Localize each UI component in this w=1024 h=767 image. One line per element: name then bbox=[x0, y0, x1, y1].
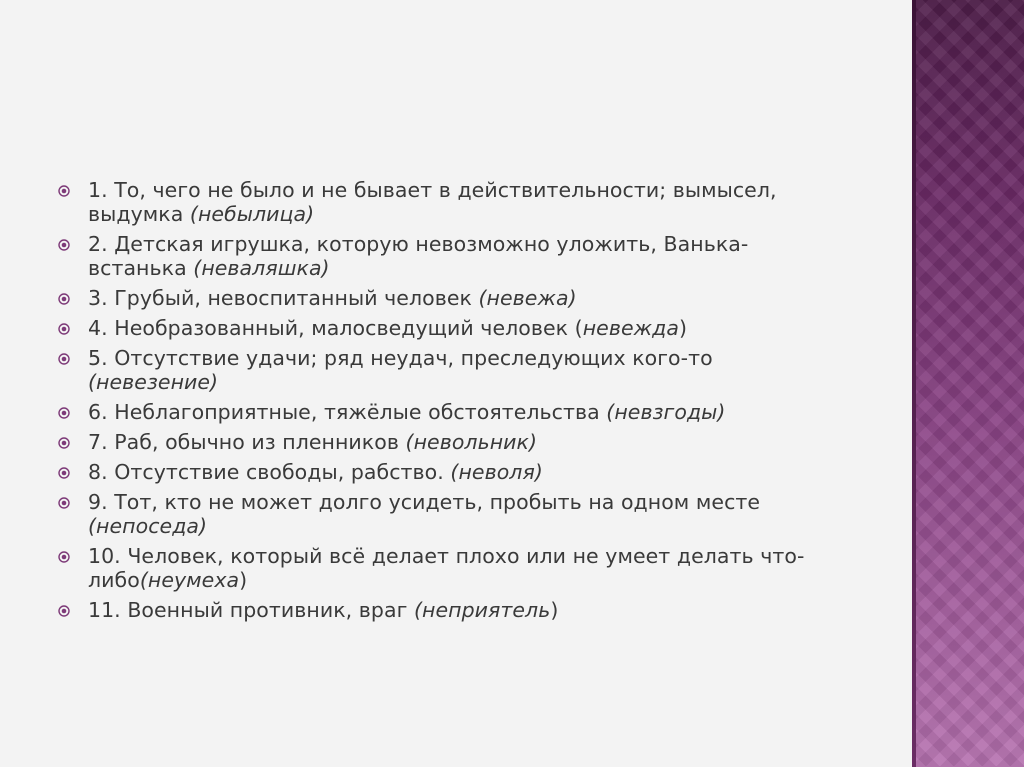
item-text: 3. Грубый, невоспитанный человек bbox=[88, 286, 479, 310]
item-text: 7. Раб, обычно из пленников bbox=[88, 430, 406, 454]
list-item bbox=[56, 232, 846, 280]
list-item bbox=[56, 598, 846, 622]
item-suffix: ) bbox=[239, 568, 248, 592]
list-item bbox=[56, 316, 846, 340]
item-answer: (невезение) bbox=[88, 370, 219, 394]
item-answer: (невежа) bbox=[478, 286, 577, 310]
list-item bbox=[56, 430, 846, 454]
item-text: 1. То, чего не было и не бывает в действительности; вымысел, выдумка bbox=[88, 178, 777, 226]
item-text: 2. Детская игрушка, которую невозможно уложить, Ванька-встанька bbox=[88, 232, 749, 280]
bullet-icon bbox=[58, 323, 70, 335]
list-item bbox=[56, 460, 846, 484]
bullet-icon bbox=[58, 497, 70, 509]
item-text: 10. Человек, который всё делает плохо или не умеет делать что-либо bbox=[88, 544, 805, 592]
item-suffix: ) bbox=[679, 316, 688, 340]
item-text: 4. Необразованный, малосведущий человек ( bbox=[88, 316, 583, 340]
item-answer: (неумеха bbox=[139, 568, 240, 592]
bullet-icon bbox=[58, 353, 70, 365]
list-item bbox=[56, 490, 846, 538]
item-text: 11. Военный противник, враг bbox=[88, 598, 414, 622]
list-item bbox=[56, 286, 846, 310]
bullet-icon bbox=[58, 407, 70, 419]
item-answer: (небылица) bbox=[189, 202, 315, 226]
item-text: 6. Неблагоприятные, тяжёлые обстоятельства bbox=[88, 400, 607, 424]
item-answer: (неваляшка) bbox=[193, 256, 330, 280]
definition-list bbox=[56, 178, 846, 628]
bullet-icon bbox=[58, 293, 70, 305]
decorative-side-band bbox=[912, 0, 1024, 767]
bullet-icon bbox=[58, 437, 70, 449]
list-item bbox=[56, 544, 846, 592]
list-item bbox=[56, 346, 846, 394]
bullet-icon bbox=[58, 185, 70, 197]
item-answer: (непоседа) bbox=[88, 514, 208, 538]
item-answer: (невзгоды) bbox=[606, 400, 726, 424]
item-text: 8. Отсутствие свободы, рабство. bbox=[88, 460, 451, 484]
bullet-icon bbox=[58, 605, 70, 617]
item-answer: невежда bbox=[582, 316, 679, 340]
bullet-icon bbox=[58, 239, 70, 251]
item-answer: (неволя) bbox=[450, 460, 543, 484]
bullet-icon bbox=[58, 467, 70, 479]
list-item bbox=[56, 178, 846, 226]
list-item bbox=[56, 400, 846, 424]
item-suffix: ) bbox=[550, 598, 559, 622]
bullet-icon bbox=[58, 551, 70, 563]
item-answer: (невольник) bbox=[405, 430, 538, 454]
item-text: 5. Отсутствие удачи; ряд неудач, преследующих кого-то bbox=[88, 346, 713, 370]
item-text: 9. Тот, кто не может долго усидеть, пробыть на одном месте bbox=[88, 490, 761, 514]
item-answer: (неприятель bbox=[413, 598, 551, 622]
